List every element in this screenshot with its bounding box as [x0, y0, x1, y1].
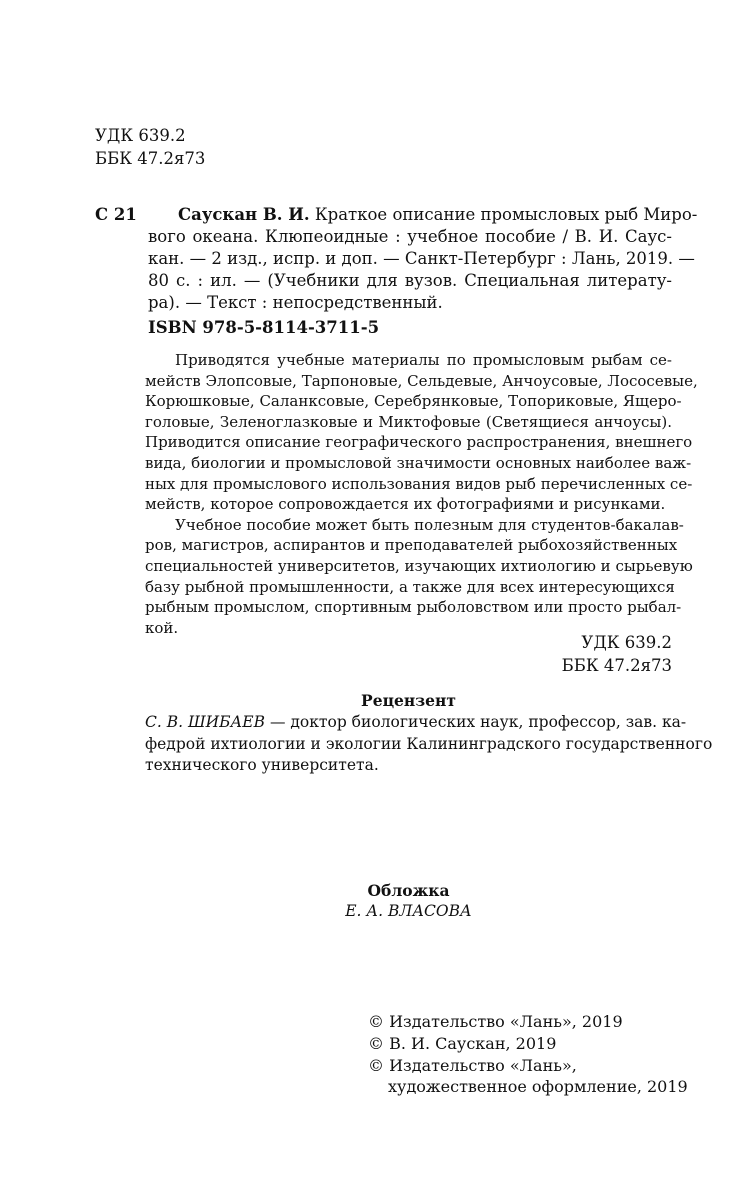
copyright-line: © Издательство «Лань», 2019 [368, 1012, 623, 1031]
catalog-line-5: ра). — Текст : непосредственный. [148, 293, 443, 312]
udk-code-bottom: УДК 639.2 [581, 633, 672, 652]
abstract-line: Приводятся учебные материалы по промысловым рыбам се- [175, 351, 672, 369]
abstract-line: Приводится описание географического распространения, внешнего [145, 433, 693, 452]
isbn: ISBN 978-5-8114-3711-5 [148, 318, 380, 337]
abstract-line: кой. [145, 618, 179, 637]
copyright-block [368, 1011, 688, 1098]
reviewer-line-3: технического университета. [145, 756, 379, 774]
copyright-line: © Издательство «Лань», [368, 1055, 577, 1075]
catalog-line-4: 80 с. : ил. — (Учебники для вузов. Специальная литерату- [148, 271, 672, 290]
reviewer-heading: Рецензент [361, 691, 456, 710]
author-mark: С 21 [95, 205, 137, 224]
bbk-code-bottom: ББК 47.2я73 [561, 656, 672, 675]
copyright-line: © В. И. Саускан, 2019 [368, 1033, 557, 1053]
reviewer-line-1: С. В. ШИБАЕВ — доктор биологических наук, профессор, зав. ка- [145, 713, 687, 731]
catalog-entry [148, 204, 698, 314]
cover-heading: Обложка [367, 881, 450, 900]
abstract-line: базу рыбной промышленности, а также для всех интересующихся [145, 577, 675, 596]
catalog-line-3: кан. — 2 изд., испр. и доп. — Санкт-Петербург : Лань, 2019. — [148, 249, 695, 268]
cover-designer: Е. А. ВЛАСОВА [345, 902, 472, 920]
catalog-author: Саускан В. И. [178, 205, 310, 224]
reviewer-line-2: федрой ихтиологии и экологии Калининградского государственного [145, 734, 713, 753]
abstract-line: Учебное пособие может быть полезным для студентов-бакалав- [175, 515, 684, 534]
abstract-line: ров, магистров, аспирантов и преподавателей рыбохозяйственных [145, 536, 678, 555]
abstract [145, 350, 698, 638]
reviewer-block [145, 712, 713, 777]
abstract-line: ных для промыслового использования видов рыб перечисленных се- [145, 474, 693, 493]
udk-code-top: УДК 639.2 [95, 126, 186, 145]
catalog-line-2: вого океана. Клюпеоидные : учебное пособие / В. И. Саус- [148, 227, 672, 246]
copyright-continuation: художественное оформление, 2019 [388, 1077, 688, 1097]
abstract-line: Корюшковые, Саланксовые, Серебрянковые, Топориковые, Ящеро- [145, 392, 682, 411]
abstract-line: мейств, которое сопровождается их фотографиями и рисунками. [145, 495, 666, 514]
catalog-line-1: Саускан В. И. Краткое описание промысловых рыб Миро- [178, 205, 698, 224]
bbk-code-top: ББК 47.2я73 [95, 149, 206, 168]
abstract-line: мейств Элопсовые, Тарпоновые, Сельдевые, Анчоусовые, Лососевые, [145, 371, 698, 390]
reviewer-name: С. В. ШИБАЕВ [145, 713, 265, 731]
abstract-line: головые, Зеленоглазковые и Миктофовые (Светящиеся анчоусы). [145, 412, 672, 431]
abstract-line: вида, биологии и промысловой значимости основных наиболее важ- [145, 453, 692, 472]
abstract-line: рыбным промыслом, спортивным рыболовством или просто рыбал- [145, 598, 682, 617]
abstract-line: специальностей университетов, изучающих ихтиологию и сырьевую [145, 556, 693, 575]
